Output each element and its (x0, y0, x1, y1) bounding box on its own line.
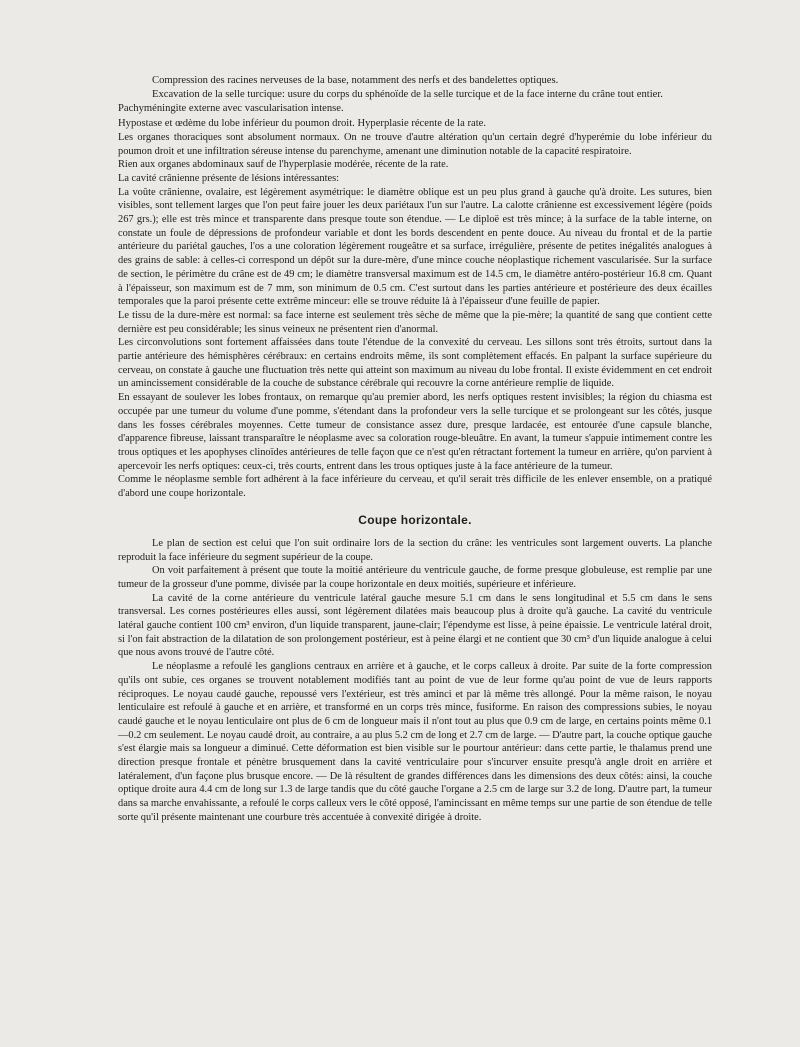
paragraph: On voit parfaitement à présent que toute la moitié antérieure du ventricule gauche, de forme presque globuleuse, est remplie par une tumeur de la grosseur d'une pomme, divisée par la coupe horizontale en deux moitiés, supérieure et inférieure. (118, 565, 712, 590)
paragraph: La voûte crânienne, ovalaire, est légèrement asymétrique: le diamètre oblique est un peu plus grand à gauche qu'à droite. Les sutures, bien visibles, sont tellement larges que l'on peut faire jouer les deux pariétaux l'un sur l'autre. La calotte crânienne est excessivement légère (poids 267 grs.); elle est très mince et transparente dans presque toute son étendue. — Le diploë est très mince; à la surface de la table interne, on constate un foule de dépressions de profondeur variable et dont les bords descendent en pente douce. Au niveau du frontal et de la partie antérieure du pariétal gauches, l'os a une coloration légèrement rougeâtre et sa surface, irrégulière, présente de petites inégalités analogues à des grains de sable: à celles-ci correspond un dépôt sur la dure-mère, d'une mince couche néoplastique richement vascularisée. Sur la surface de section, le périmètre du crâne est de 49 cm; le diamètre transversal maximum est de 14.5 cm, le diamètre antéro-postérieur 16.8 cm. Quant à l'épaisseur, son maximum est de 7 mm, son minimum de 0.5 cm. C'est surtout dans les parties antérieure et postérieure des deux écailles temporales que la paroi présente cette extrême minceur: elle se trouve réduite là à l'épaisseur d'une feuille de papier. (118, 186, 712, 308)
paragraph: Les organes thoraciques sont absolument normaux. On ne trouve d'autre altération qu'un certain degré d'hyperémie du lobe inférieur du poumon droit et une infiltration séreuse intense du parenchyme, amenant une diminution notable de la capacité respiratoire. (118, 131, 712, 157)
section-heading: Coupe horizontale. (358, 512, 472, 527)
findings-text (118, 74, 712, 131)
section-text (118, 537, 712, 825)
paragraph: Comme le néoplasme semble fort adhérent à la face inférieure du cerveau, et qu'il serait très difficile de les enlever ensemble, on a pratiqué d'abord une coupe horizontale. (118, 474, 712, 500)
paragraph: Les circonvolutions sont fortement affaissées dans toute l'étendue de la convexité du cerveau. Les sillons sont très étroits, surtout dans la partie antérieure des hémisphères cérébraux: en certains endroits même, ils sont complètement effacés. En palpant la surface supérieure du cerveau, on constate à gauche une fluctuation très nette qui atteint son maximum au niveau du lobe frontal. Il existe évidemment en cet endroit un amincissement considérable de la couche de substance cérébrale qui recouvre la corne antérieure remplie de liquide. (118, 337, 712, 390)
paragraph: La cavité de la corne antérieure du ventricule latéral gauche mesure 5.1 cm dans le sens longitudinal et 5.5 cm dans le sens transversal. Les cornes postérieures elles aussi, sont légèrement dilatées mais beaucoup plus à droite qu'à gauche. La cavité du ventricule latéral gauche contient 100 cm³ environ, d'un liquide transparent, jaune-clair; l'épendyme est lisse, à peine épaissie. Le ventricule latéral droit, si l'on fait abstraction de la dilatation de son prolongement postérieur, est à peine élargi et ne contient que 30 cm³ d'un liquide analogue à celui que nous avons trouvé de l'autre côté. (118, 592, 712, 659)
paragraph: Rien aux organes abdominaux sauf de l'hyperplasie modérée, récente de la rate. (118, 159, 449, 171)
autopsy-text (118, 131, 712, 501)
paragraph: Le tissu de la dure-mère est normal: sa face interne est seulement très sèche de même que la pie-mère; la quantité de sang que contient cette dernière est peu considérable; les sinus veineux ne présentent rien d'anormal. (118, 309, 712, 335)
paragraph: Hypostase et œdème du lobe inférieur du poumon droit. Hyperplasie récente de la rate. (118, 117, 487, 129)
paragraph: Compression des racines nerveuses de la base, notamment des nerfs et des bandelettes optiques. (152, 75, 559, 86)
paragraph: La cavité crânienne présente de lésions intéressantes: (118, 172, 339, 184)
paragraph: Excavation de la selle turcique: usure du corps du sphénoïde de la selle turcique et de la face interne du crâne tout entier. (152, 89, 663, 101)
paragraph: Le néoplasme a refoulé les ganglions centraux en arrière et à gauche, et le corps calleux à droite. Par suite de la forte compression qu'ils ont subie, ces organes se trouvent notablement modifiés tant au point de vue de leur forme qu'au point de vue de leurs rapports réciproques. Le noyau caudé gauche, repoussé vers l'extérieur, est très aminci et par là même très allongé. Pour la même raison, le noyau lenticulaire est refoulé à gauche et en arrière, et transformé en un corps très mince, fusiforme. En raison des compressions subies, le noyau caudé gauche et le noyau lenticulaire ont plus de 6 cm de longueur mais il n'ont tout au plus que 0.9 cm de large, en certains points même 0.1—0.2 cm seulement. Le noyau caudé droit, au contraire, a au plus 5.2 cm de long et 2.7 cm de large. — D'autre part, la couche optique gauche s'est élargie mais sa longueur a diminué. Cette déformation est bien visible sur le pourtour antérieur: dans cette partie, le thalamus prend une direction presque frontale et pénètre brusquement dans la cavité ventriculaire pour s'incurver ensuite presqu'à angle droit en arrière et latéralement, d'un façone plus brusque encore. — De là résultent de grandes différences dans les dimensions des deux côtés: ainsi, la couche optique droite aura 4.4 cm de long sur 1.3 de large tandis que du côté gauche l'organe a 2.5 cm de large sur 3.2 de long. D'autre part, la tumeur dans sa marche envahissante, a refoulé le corps calleux vers le côté opposé, l'amincissant en même temps sur une partie de son étendue de telle sorte qu'il présente maintenant une courbure très accentuée à convexité dirigée à droite. (118, 661, 712, 823)
paragraph: En essayant de soulever les lobes frontaux, on remarque qu'au premier abord, les nerfs optiques restent invisibles; la région du chiasma est occupée par une tumeur du volume d'une pomme, s'étendant dans la profondeur vers la selle turcique et se prolongeant sur les côtés, jusque dans les fosses cérébrales moyennes. Cette tumeur de consistance assez dure, presque lardacée, est entourée d'une capsule blanche, d'apparence fibreuse, laissant transparaître le néoplasme avec sa coloration rouge-bleuâtre. En avant, la tumeur s'appuie intimement contre les trous optiques et les apophyses clinoïdes antérieures de telle façon que ce n'est qu'en rétractant fortement la tumeur en arrière, qu'on parvient à apercevoir les nerfs optiques: ceux-ci, très courts, entrent dans les trous optiques juste à la face antérieure de la tumeur. (118, 392, 712, 472)
paragraph: Le plan de section est celui que l'on suit ordinaire lors de la section du crâne: les ventricules sont largement ouverts. La planche reproduit la face inférieure du segment supérieur de la coupe. (118, 537, 712, 563)
paragraph: Pachyméningite externe avec vascularisation intense. (118, 103, 344, 115)
